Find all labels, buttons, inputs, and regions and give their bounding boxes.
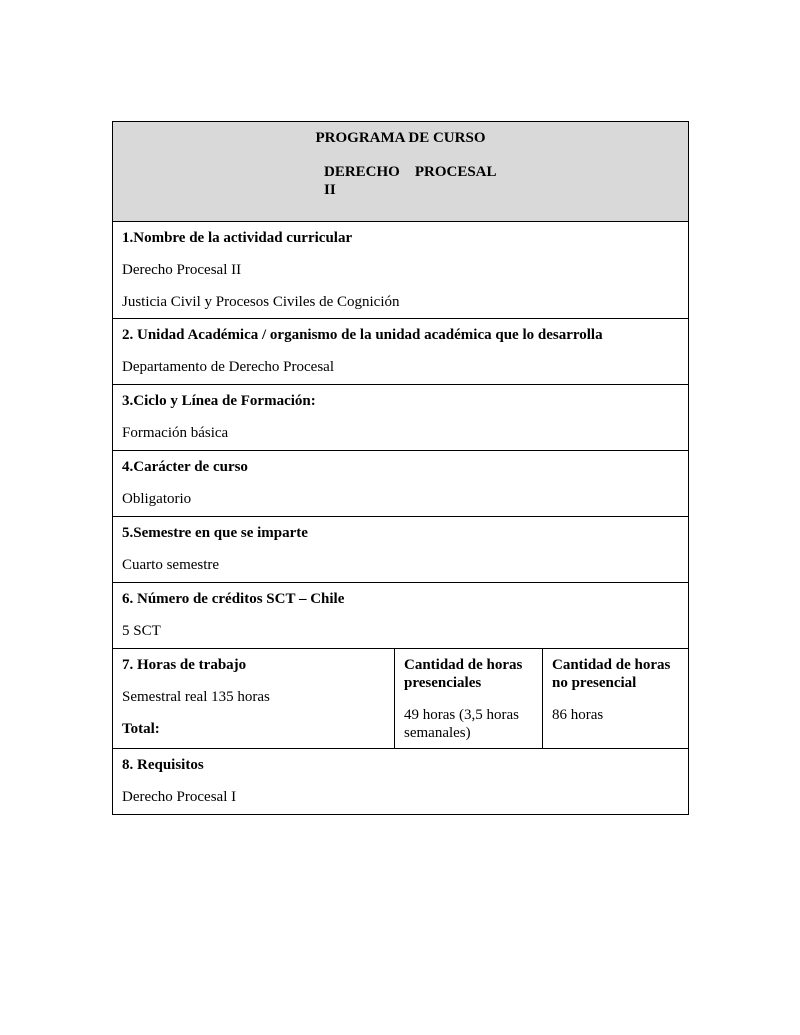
section-heading: 8. Requisitos	[122, 757, 204, 773]
hours-col-no-presencial	[542, 649, 688, 748]
section-text: 5 SCT	[122, 623, 161, 639]
section-text: Derecho Procesal II	[122, 262, 242, 278]
section-text: 49 horas (3,5 horas semanales)	[404, 707, 519, 741]
section-heading: Cantidad de horas presenciales	[404, 657, 523, 691]
section-heading: 3.Ciclo y Línea de Formación:	[122, 393, 316, 409]
section-row-nombre-actividad	[113, 221, 688, 318]
section-text: Cuarto semestre	[122, 557, 220, 573]
section-text: Justicia Civil y Procesos Civiles de Cognición	[122, 294, 400, 310]
section-row-caracter-curso	[113, 450, 688, 516]
hours-col-trabajo	[113, 649, 394, 748]
section-heading: Cantidad de horas no presencial	[552, 657, 671, 691]
table-header-cell	[113, 122, 688, 221]
section-heading: 4.Carácter de curso	[122, 459, 248, 475]
section-heading: 6. Número de créditos SCT – Chile	[122, 591, 345, 607]
section-heading: 1.Nombre de la actividad curricular	[122, 230, 353, 246]
document-title: PROGRAMA DE CURSO	[315, 130, 486, 146]
course-name-line-1: DERECHO PROCESAL	[324, 164, 497, 180]
section-heading: 7. Horas de trabajo	[122, 657, 247, 673]
section-heading: 2. Unidad Académica / organismo de la unidad académica que lo desarrolla	[122, 327, 603, 343]
section-heading: 5.Semestre en que se imparte	[122, 525, 308, 541]
course-name-line-2: II	[324, 182, 336, 198]
section-row-unidad-academica	[113, 318, 688, 384]
section-text: 86 horas	[552, 707, 604, 723]
section-row-horas-trabajo	[113, 648, 688, 748]
hours-col-presenciales	[394, 649, 542, 748]
section-row-creditos-sct	[113, 582, 688, 648]
total-label: Total:	[122, 721, 160, 737]
section-text: Obligatorio	[122, 491, 192, 507]
course-program-table	[112, 121, 689, 815]
section-text: Formación básica	[122, 425, 229, 441]
course-name	[324, 163, 497, 199]
section-row-semestre	[113, 516, 688, 582]
section-text: Semestral real 135 horas	[122, 689, 270, 705]
section-row-requisitos	[113, 748, 688, 814]
section-text: Departamento de Derecho Procesal	[122, 359, 334, 375]
section-row-ciclo-linea	[113, 384, 688, 450]
section-text: Derecho Procesal I	[122, 789, 237, 805]
